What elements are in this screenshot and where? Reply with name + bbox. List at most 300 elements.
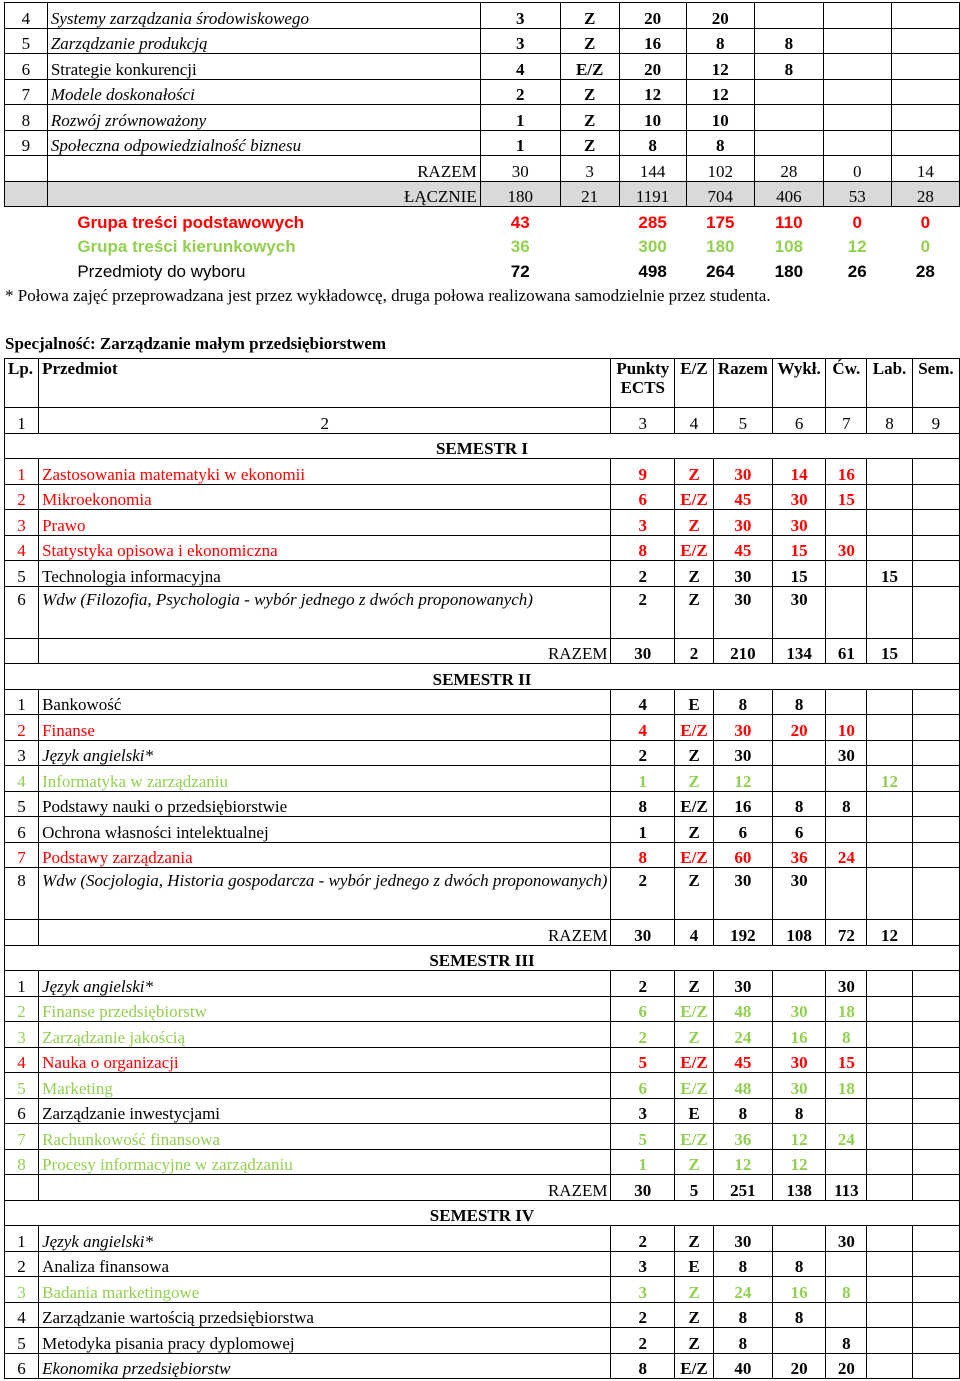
cell-sem — [891, 105, 959, 131]
cell-ez: Z — [560, 79, 619, 105]
summary-sem: 14 — [891, 156, 959, 182]
cell-razem: 8 — [619, 130, 686, 156]
cell-ez: E/Z — [675, 1047, 714, 1073]
cell-ects: 8 — [611, 791, 675, 817]
cell-wykl: 8 — [686, 130, 755, 156]
cell-razem: 20 — [619, 54, 686, 80]
course-name: Bankowość — [39, 689, 611, 715]
group-razem: 285 — [638, 212, 667, 232]
row-number: 6 — [5, 54, 48, 80]
cell-sem — [912, 1098, 959, 1124]
group-name: Przedmioty do wyboru — [77, 261, 246, 281]
course-name: Wdw (Filozofia, Psychologia - wybór jednego z dwóch proponowanych) — [39, 586, 611, 638]
cell-sem — [912, 1047, 959, 1073]
summary-ez: 3 — [560, 156, 619, 182]
cell-ects: 5 — [611, 1047, 675, 1073]
specialty-title: Specjalność: Zarządzanie małym przedsiębiorstwem — [5, 334, 387, 353]
cell-sem — [912, 1124, 959, 1150]
cell-ez: E/Z — [675, 535, 714, 561]
summary-razem: 210 — [713, 638, 772, 664]
col-header-razem: Razem — [713, 359, 772, 408]
row-number: 3 — [5, 1022, 39, 1048]
table-row — [5, 3, 960, 29]
course-name: Zarządzanie wartością przedsiębiorstwa — [39, 1302, 611, 1328]
cell-ects: 2 — [611, 971, 675, 997]
cell-sem — [891, 130, 959, 156]
cell-razem: 45 — [713, 1047, 772, 1073]
column-number: 9 — [912, 408, 959, 434]
cell-lab — [867, 1226, 913, 1252]
cell-ects: 2 — [611, 1328, 675, 1354]
summary-label: RAZEM — [39, 1175, 611, 1201]
cell-ects: 2 — [611, 561, 675, 587]
column-number: 1 — [5, 408, 39, 434]
cell-wykl: 8 — [772, 791, 826, 817]
cell-ects: 3 — [611, 1098, 675, 1124]
cell-lab — [867, 459, 913, 485]
group-ects: 36 — [510, 237, 530, 256]
course-name: Prawo — [39, 510, 611, 536]
cell-ez: Z — [560, 3, 619, 29]
cell-razem: 24 — [713, 1277, 772, 1303]
cell-ects: 8 — [611, 842, 675, 868]
empty-cell — [5, 256, 48, 281]
column-number: 7 — [826, 408, 867, 434]
cell-sem — [912, 1353, 959, 1379]
cell-sem — [912, 791, 959, 817]
cell-razem: 30 — [713, 1226, 772, 1252]
cell-lab — [867, 715, 913, 741]
course-name: Zarządzanie jakością — [39, 1022, 611, 1048]
cell-lab — [823, 79, 891, 105]
cell-ez: E/Z — [675, 484, 714, 510]
cell-cw: 24 — [826, 1124, 867, 1150]
row-number: 1 — [5, 459, 39, 485]
table-row — [5, 586, 960, 638]
cell-wykl: 12 — [772, 1124, 826, 1150]
cell-wykl: 30 — [772, 484, 826, 510]
cell-ects: 1 — [611, 1149, 675, 1175]
group-summary-row — [5, 207, 960, 232]
row-number: 3 — [5, 740, 39, 766]
cell-lab — [867, 1073, 913, 1099]
cell-razem: 48 — [713, 996, 772, 1022]
col-header-ects — [611, 359, 675, 408]
cell-lab — [867, 1022, 913, 1048]
cell-ez: Z — [675, 586, 714, 638]
cell-cw: 8 — [826, 1022, 867, 1048]
cell-ects: 3 — [611, 1277, 675, 1303]
empty-cell — [5, 156, 48, 182]
summary-razem: 1191 — [619, 181, 686, 207]
table-row — [5, 1328, 960, 1354]
empty-cell — [5, 232, 48, 257]
cell-cw — [826, 586, 867, 638]
semester-header-row — [5, 1200, 960, 1226]
summary-lab: 15 — [867, 638, 913, 664]
cell-sem — [891, 79, 959, 105]
row-number: 8 — [5, 105, 48, 131]
course-name: Modele doskonałości — [47, 79, 480, 105]
cell-ez: Z — [675, 1149, 714, 1175]
table-row — [5, 1149, 960, 1175]
row-number: 1 — [5, 689, 39, 715]
summary-wykl: 134 — [772, 638, 826, 664]
cell-lab — [823, 54, 891, 80]
cell-sem — [891, 28, 959, 54]
cell-ects: 5 — [611, 1124, 675, 1150]
cell-ects: 1 — [480, 105, 560, 131]
summary-wykl: 102 — [686, 156, 755, 182]
row-number: 5 — [5, 791, 39, 817]
row-number: 8 — [5, 868, 39, 920]
row-number: 6 — [5, 1098, 39, 1124]
cell-ez: Z — [675, 817, 714, 843]
cell-sem — [912, 1226, 959, 1252]
row-number: 2 — [5, 715, 39, 741]
row-number: 6 — [5, 1353, 39, 1379]
cell-wykl: 8 — [772, 1302, 826, 1328]
course-name: Podstawy nauki o przedsiębiorstwie — [39, 791, 611, 817]
cell-lab — [867, 1277, 913, 1303]
cell-wykl: 6 — [772, 817, 826, 843]
semester-title: SEMESTR III — [5, 945, 960, 971]
cell-lab — [867, 740, 913, 766]
cell-wykl: 8 — [772, 1251, 826, 1277]
row-number: 7 — [5, 79, 48, 105]
cell-razem: 45 — [713, 535, 772, 561]
summary-sem — [912, 920, 959, 946]
cell-razem: 8 — [713, 689, 772, 715]
semester-header-row — [5, 664, 960, 690]
summary-lab: 12 — [867, 920, 913, 946]
cell-sem — [912, 1328, 959, 1354]
summary-wykl: 704 — [686, 181, 755, 207]
table-row — [5, 1353, 960, 1379]
cell-sem — [912, 586, 959, 638]
group-sem: 28 — [915, 261, 935, 281]
cell-lab — [867, 971, 913, 997]
cell-razem: 8 — [713, 1302, 772, 1328]
table-row — [5, 561, 960, 587]
cell-sem — [912, 1251, 959, 1277]
cell-lab — [867, 842, 913, 868]
cell-lab — [867, 1124, 913, 1150]
cell-cw: 30 — [826, 535, 867, 561]
cell-razem: 30 — [713, 561, 772, 587]
cell-sem — [912, 868, 959, 920]
cell-cw — [826, 1251, 867, 1277]
col-header-lab: Lab. — [867, 359, 913, 408]
cell-wykl: 8 — [772, 1098, 826, 1124]
course-name: Język angielski* — [39, 1226, 611, 1252]
course-name: Marketing — [39, 1073, 611, 1099]
summary-ects: 30 — [611, 920, 675, 946]
row-number: 6 — [5, 586, 39, 638]
summary-row — [5, 1175, 960, 1201]
cell-ez: Z — [675, 1226, 714, 1252]
cell-razem: 20 — [619, 3, 686, 29]
cell-sem — [912, 740, 959, 766]
row-number: 6 — [5, 817, 39, 843]
cell-ez: Z — [675, 1302, 714, 1328]
cell-cw: 30 — [826, 740, 867, 766]
semester-header-row — [5, 433, 960, 459]
row-number: 4 — [5, 766, 39, 792]
cell-sem — [912, 766, 959, 792]
cell-wykl: 36 — [772, 842, 826, 868]
cell-lab — [867, 586, 913, 638]
course-name: Rozwój zrównoważony — [47, 105, 480, 131]
course-name: Mikroekonomia — [39, 484, 611, 510]
cell-lab — [867, 510, 913, 536]
row-number: 5 — [5, 561, 39, 587]
cell-ects: 2 — [611, 586, 675, 638]
course-name: Społeczna odpowiedzialność biznesu — [47, 130, 480, 156]
row-number: 1 — [5, 1226, 39, 1252]
cell-cw: 8 — [826, 1277, 867, 1303]
empty-cell — [5, 181, 48, 207]
summary-ects: 30 — [611, 638, 675, 664]
row-number: 3 — [5, 1277, 39, 1303]
cell-lab — [867, 484, 913, 510]
summary-label: RAZEM — [47, 156, 480, 182]
empty-cell — [560, 232, 619, 257]
course-name: Finanse przedsiębiorstw — [39, 996, 611, 1022]
summary-cw: 72 — [826, 920, 867, 946]
cell-ects: 2 — [611, 1226, 675, 1252]
group-cw: 180 — [774, 261, 804, 281]
course-name: Analiza finansowa — [39, 1251, 611, 1277]
cell-lab — [867, 1098, 913, 1124]
cell-wykl: 30 — [772, 510, 826, 536]
course-name: Procesy informacyjne w zarządzaniu — [39, 1149, 611, 1175]
table-row — [5, 1251, 960, 1277]
table-row — [5, 1047, 960, 1073]
table-row — [5, 689, 960, 715]
cell-cw — [755, 3, 824, 29]
cell-razem: 60 — [713, 842, 772, 868]
cell-cw: 8 — [755, 28, 824, 54]
cell-ez: Z — [560, 105, 619, 131]
cell-razem: 12 — [713, 1149, 772, 1175]
cell-ez: Z — [560, 130, 619, 156]
ects-label-line1: Punkty — [616, 359, 670, 378]
row-number: 8 — [5, 1149, 39, 1175]
cell-ects: 4 — [480, 54, 560, 80]
table-row — [5, 715, 960, 741]
course-name: Badania marketingowe — [39, 1277, 611, 1303]
cell-ez: E/Z — [675, 1353, 714, 1379]
col-header-przedmiot: Przedmiot — [39, 359, 611, 408]
cell-cw: 8 — [755, 54, 824, 80]
cell-ez: Z — [675, 740, 714, 766]
cell-wykl: 8 — [686, 28, 755, 54]
cell-cw — [826, 817, 867, 843]
cell-lab — [867, 1328, 913, 1354]
empty-cell — [5, 638, 39, 664]
cell-cw: 15 — [826, 484, 867, 510]
col-header-cw: Ćw. — [826, 359, 867, 408]
col-header-sem: Sem. — [912, 359, 959, 408]
group-cw: 108 — [774, 237, 804, 256]
cell-wykl: 16 — [772, 1022, 826, 1048]
summary-sem — [912, 1175, 959, 1201]
course-name: Język angielski* — [39, 740, 611, 766]
cell-ez: Z — [675, 868, 714, 920]
cell-ez: Z — [675, 510, 714, 536]
empty-cell — [5, 207, 48, 232]
cell-wykl: 30 — [772, 586, 826, 638]
cell-cw — [826, 1302, 867, 1328]
cell-ects: 3 — [611, 510, 675, 536]
cell-cw — [826, 1149, 867, 1175]
table-row — [5, 791, 960, 817]
cell-ez: E/Z — [675, 1073, 714, 1099]
cell-wykl: 30 — [772, 1073, 826, 1099]
summary-row — [5, 181, 960, 207]
group-wykl: 175 — [706, 212, 735, 232]
cell-wykl: 30 — [772, 996, 826, 1022]
column-number: 6 — [772, 408, 826, 434]
group-ects: 72 — [510, 261, 530, 281]
cell-lab — [823, 3, 891, 29]
cell-cw: 16 — [826, 459, 867, 485]
cell-lab — [867, 996, 913, 1022]
cell-razem: 6 — [713, 817, 772, 843]
table-row — [5, 484, 960, 510]
cell-sem — [912, 484, 959, 510]
summary-ects: 30 — [611, 1175, 675, 1201]
row-number: 5 — [5, 1073, 39, 1099]
table-row — [5, 510, 960, 536]
empty-cell — [560, 256, 619, 281]
ects-label-line2: ECTS — [620, 378, 665, 397]
summary-wykl: 108 — [772, 920, 826, 946]
row-number: 3 — [5, 510, 39, 536]
cell-ez: E/Z — [675, 791, 714, 817]
cell-sem — [912, 510, 959, 536]
footnote: * Połowa zajęć przeprowadzana jest przez wykładowcę, druga połowa realizowana samodzielnie przez studenta. — [5, 286, 771, 305]
group-wykl: 264 — [706, 261, 735, 281]
group-lab: 26 — [847, 261, 867, 281]
summary-razem: 251 — [713, 1175, 772, 1201]
column-number-row — [5, 408, 960, 434]
summary-lab: 53 — [823, 181, 891, 207]
table-row — [5, 817, 960, 843]
table-row — [5, 1073, 960, 1099]
cell-cw: 8 — [826, 791, 867, 817]
column-number: 5 — [713, 408, 772, 434]
group-lab: 12 — [847, 237, 867, 256]
cell-sem — [891, 3, 959, 29]
cell-cw — [826, 766, 867, 792]
summary-row — [5, 156, 960, 182]
cell-ects: 3 — [611, 1251, 675, 1277]
cell-sem — [912, 996, 959, 1022]
summary-ects: 30 — [480, 156, 560, 182]
cell-cw: 24 — [826, 842, 867, 868]
cell-ez: Z — [675, 1022, 714, 1048]
cell-cw — [755, 105, 824, 131]
row-number: 9 — [5, 130, 48, 156]
column-number: 4 — [675, 408, 714, 434]
course-name: Informatyka w zarządzaniu — [39, 766, 611, 792]
cell-ects: 2 — [611, 740, 675, 766]
row-number: 7 — [5, 842, 39, 868]
cell-razem: 30 — [713, 510, 772, 536]
course-name: Nauka o organizacji — [39, 1047, 611, 1073]
summary-row — [5, 920, 960, 946]
cell-lab — [867, 817, 913, 843]
cell-ects: 8 — [611, 535, 675, 561]
course-name: Systemy zarządzania środowiskowego — [47, 3, 480, 29]
row-number: 4 — [5, 3, 48, 29]
cell-ez: Z — [560, 28, 619, 54]
row-number: 1 — [5, 971, 39, 997]
group-cw: 110 — [775, 212, 803, 232]
cell-razem: 24 — [713, 1022, 772, 1048]
cell-cw: 10 — [826, 715, 867, 741]
course-name: Rachunkowość finansowa — [39, 1124, 611, 1150]
column-number: 2 — [39, 408, 611, 434]
empty-cell — [560, 207, 619, 232]
summary-wykl: 138 — [772, 1175, 826, 1201]
summary-cw: 61 — [826, 638, 867, 664]
summary-ez: 21 — [560, 181, 619, 207]
cell-lab — [867, 1353, 913, 1379]
group-wykl: 180 — [706, 237, 735, 256]
cell-wykl: 8 — [772, 689, 826, 715]
cell-lab — [823, 105, 891, 131]
cell-lab — [867, 868, 913, 920]
column-number: 3 — [611, 408, 675, 434]
cell-cw — [826, 1098, 867, 1124]
cell-lab — [867, 689, 913, 715]
cell-ects: 2 — [480, 79, 560, 105]
summary-label: RAZEM — [39, 638, 611, 664]
cell-ects: 2 — [611, 1302, 675, 1328]
cell-lab — [823, 130, 891, 156]
cell-sem — [912, 459, 959, 485]
cell-razem: 8 — [713, 1098, 772, 1124]
cell-ez: Z — [675, 971, 714, 997]
cell-sem — [891, 54, 959, 80]
group-summary-row — [5, 256, 960, 281]
table-row — [5, 842, 960, 868]
cell-wykl: 12 — [772, 1149, 826, 1175]
row-number: 7 — [5, 1124, 39, 1150]
cell-razem: 12 — [619, 79, 686, 105]
course-name: Ochrona własności intelektualnej — [39, 817, 611, 843]
cell-wykl — [772, 1226, 826, 1252]
table-row — [5, 1022, 960, 1048]
cell-ects: 4 — [611, 689, 675, 715]
empty-cell — [5, 920, 39, 946]
cell-razem: 16 — [619, 28, 686, 54]
cell-ez: Z — [675, 561, 714, 587]
course-name: Podstawy zarządzania — [39, 842, 611, 868]
cell-wykl: 10 — [686, 105, 755, 131]
table-row — [5, 28, 960, 54]
course-name: Technologia informacyjna — [39, 561, 611, 587]
cell-cw — [826, 561, 867, 587]
table-row — [5, 459, 960, 485]
cell-sem — [912, 971, 959, 997]
row-number: 5 — [5, 28, 48, 54]
cell-ects: 2 — [611, 868, 675, 920]
cell-ects: 6 — [611, 1073, 675, 1099]
